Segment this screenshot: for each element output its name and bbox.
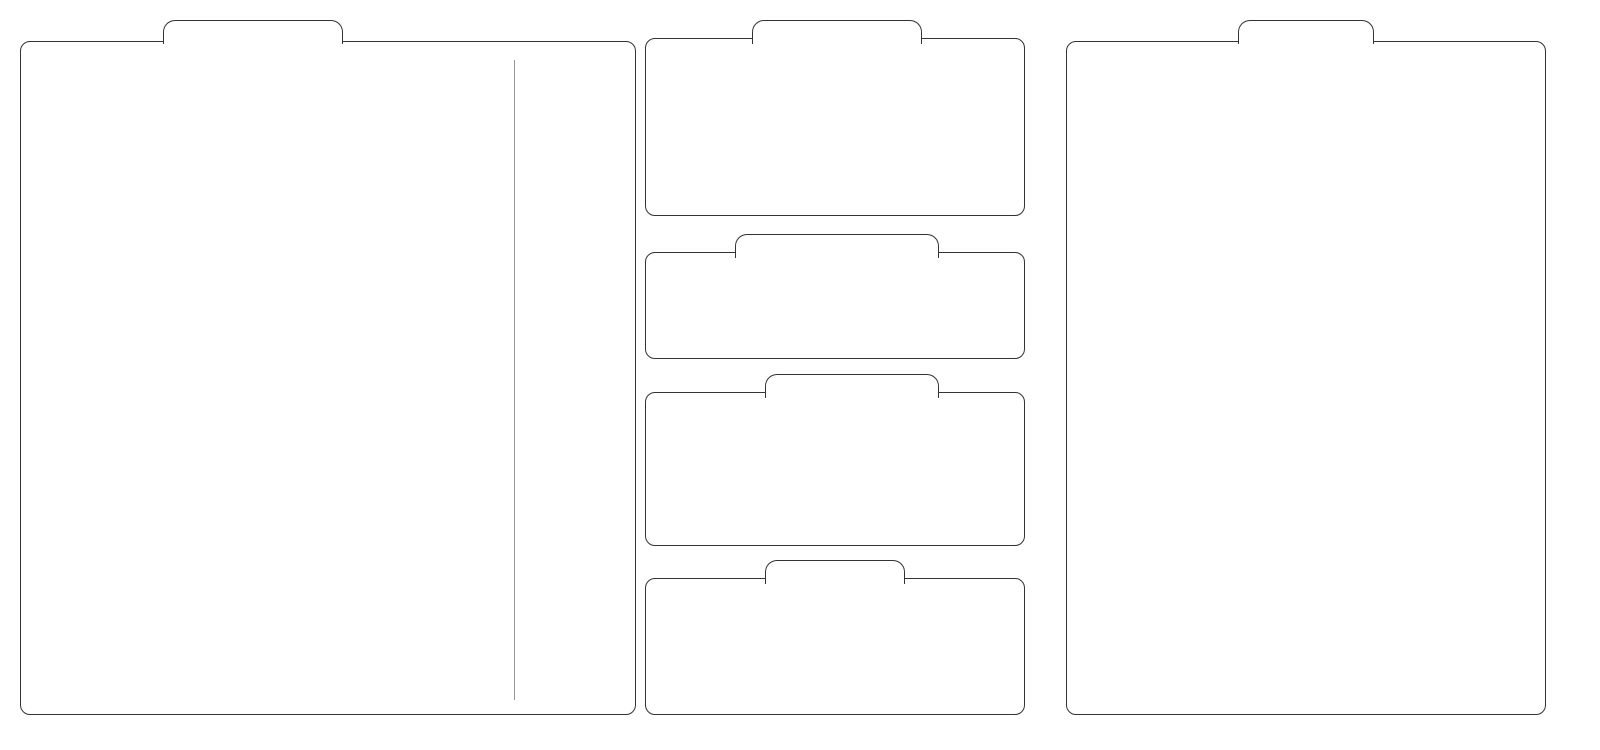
friday-panel	[645, 252, 1025, 359]
friday-title	[735, 234, 939, 258]
sunday-worship-panel	[20, 41, 636, 715]
word-body	[1078, 60, 1536, 68]
sunday-title	[163, 20, 343, 44]
side-divider	[514, 60, 515, 700]
wednesday-panel	[645, 38, 1025, 216]
choir-title	[765, 560, 905, 584]
word-title	[1238, 20, 1374, 44]
saturday-panel	[645, 392, 1025, 546]
wednesday-title	[752, 20, 922, 44]
saturday-title	[765, 374, 939, 398]
choir-panel	[645, 578, 1025, 715]
word-of-life-panel	[1066, 41, 1546, 715]
